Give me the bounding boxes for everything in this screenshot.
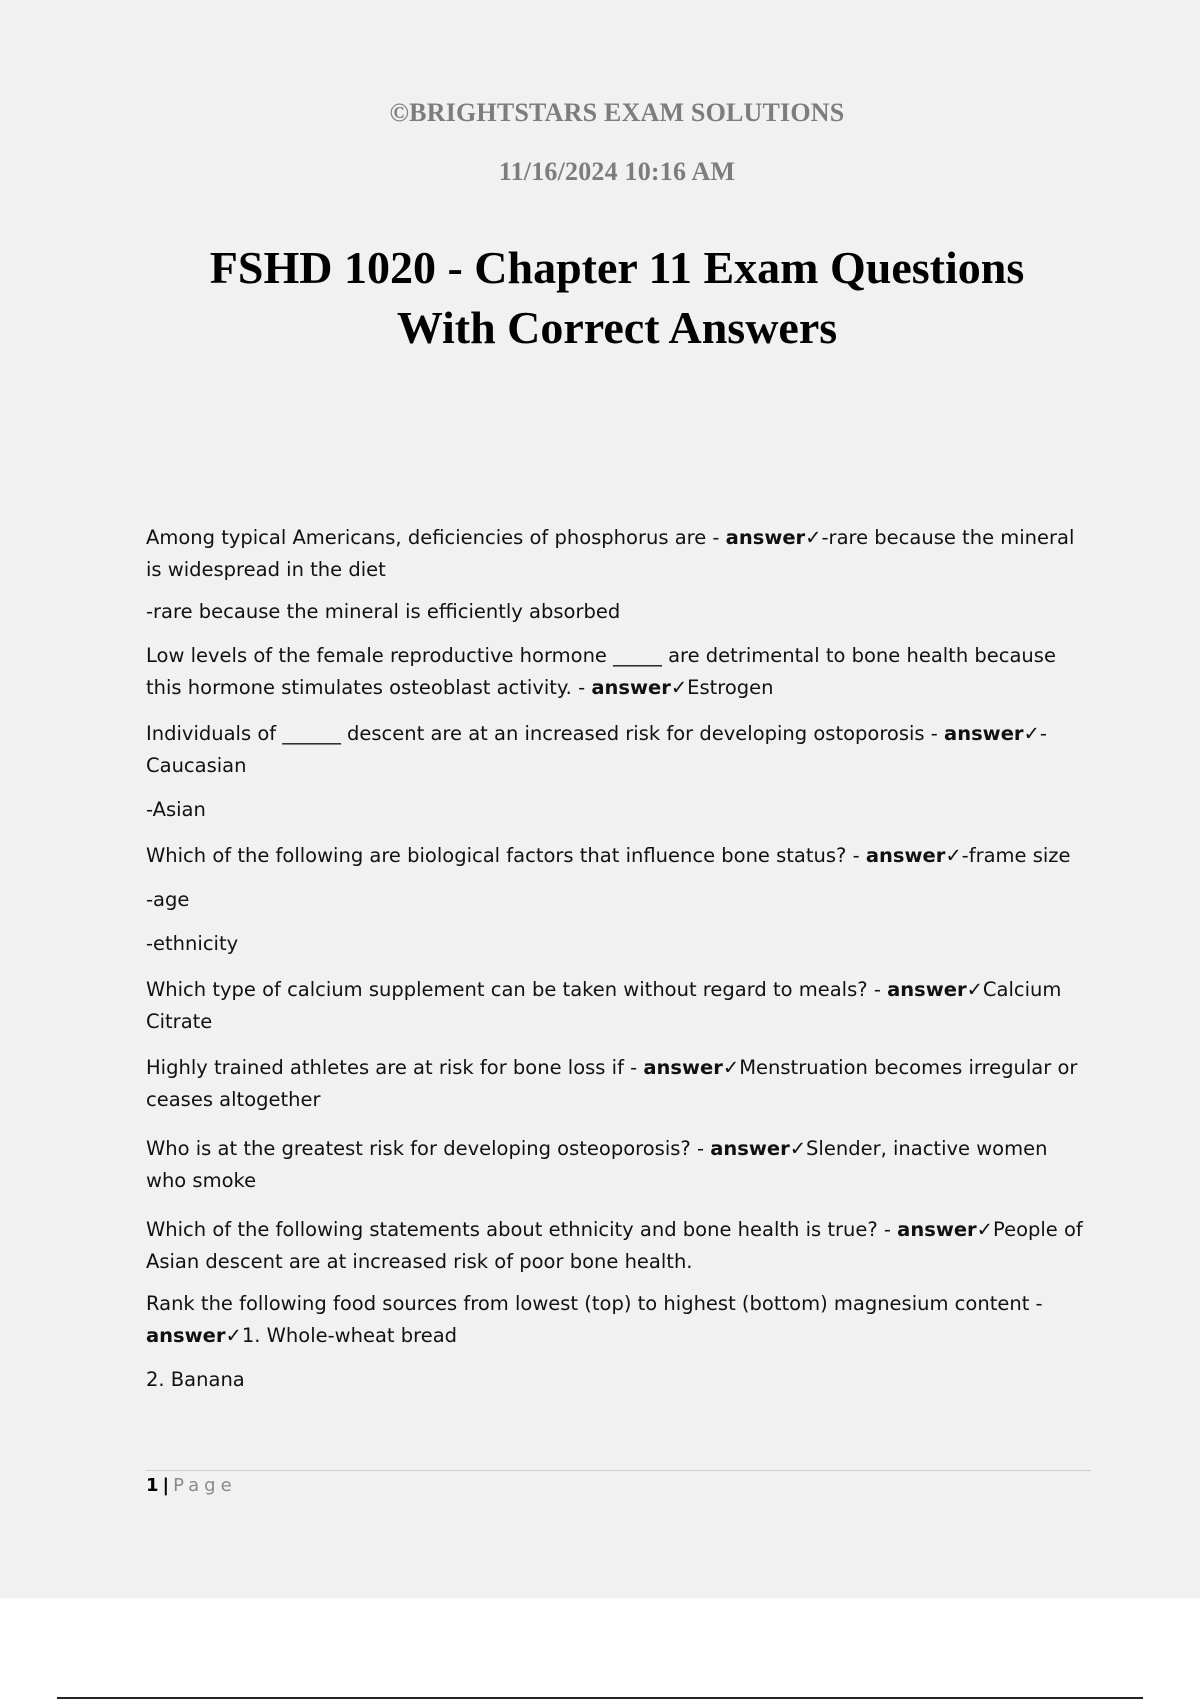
qa-text: -age xyxy=(146,888,190,911)
qa-answer: Estrogen xyxy=(687,676,774,699)
title-line-2: With Correct Answers xyxy=(396,302,838,353)
qa-text: Rank the following food sources from lowest (top) to highest (bottom) magnesium content - xyxy=(146,1292,1043,1315)
qa-text: Among typical Americans, deficiencies of phosphorus are - xyxy=(146,526,726,549)
watermark-datetime: 11/16/2024 10:16 AM xyxy=(498,157,736,186)
answer-check-label: answer✓ xyxy=(897,1218,994,1241)
bottom-divider xyxy=(57,1697,1143,1699)
qa-paragraph xyxy=(146,928,1091,960)
qa-text: Which of the following are biological factors that influence bone status? - xyxy=(146,844,866,867)
qa-answer: -rare because the mineral is widespread in the diet xyxy=(146,526,1075,581)
qa-text: Highly trained athletes are at risk for bone loss if - xyxy=(146,1056,644,1079)
qa-paragraph xyxy=(146,840,1091,872)
qa-text: 2. Banana xyxy=(146,1368,245,1391)
qa-answer: People of Asian descent are at increased risk of poor bone health. xyxy=(146,1218,1083,1273)
qa-text: Low levels of the female reproductive hormone _____ are detrimental to bone health because this hormone stimulates osteoblast activity. - xyxy=(146,644,1056,699)
document-title xyxy=(150,238,1084,358)
watermark-company: ©BRIGHTSTARS EXAM SOLUTIONS xyxy=(389,98,845,127)
answer-check-label: answer✓ xyxy=(725,526,822,549)
qa-paragraph xyxy=(146,884,1091,916)
page-number: 1 xyxy=(146,1475,159,1496)
qa-paragraph xyxy=(146,718,1091,782)
answer-check-label: answer✓ xyxy=(643,1056,740,1079)
qa-paragraph xyxy=(146,1052,1091,1116)
answer-check-label: answer✓ xyxy=(591,676,688,699)
page-footer xyxy=(146,1474,237,1498)
answer-check-label: answer✓ xyxy=(887,978,983,1001)
qa-paragraph xyxy=(146,522,1091,586)
qa-answer: Slender, inactive women who smoke xyxy=(146,1137,1048,1192)
qa-paragraph xyxy=(146,794,1091,826)
qa-paragraph xyxy=(146,640,1091,704)
page-label: Page xyxy=(173,1475,237,1496)
qa-paragraph xyxy=(146,1214,1091,1278)
answer-check-label: answer✓ xyxy=(865,844,962,867)
qa-answer: 1. Whole-wheat bread xyxy=(241,1324,458,1347)
qa-paragraph xyxy=(146,974,1091,1038)
qa-text: Which type of calcium supplement can be taken without regard to meals? - xyxy=(146,978,888,1001)
qa-answer: Menstruation becomes irregular or ceases altogether xyxy=(146,1056,1078,1111)
footer-separator: | xyxy=(162,1475,170,1496)
qa-text: Which of the following statements about ethnicity and bone health is true? - xyxy=(146,1218,898,1241)
qa-paragraph xyxy=(146,1288,1091,1352)
qa-text: -Asian xyxy=(146,798,206,821)
qa-answer: -Caucasian xyxy=(146,722,1047,777)
qa-text: -ethnicity xyxy=(146,932,239,955)
qa-content xyxy=(146,510,1091,1396)
answer-check-label: answer✓ xyxy=(944,722,1040,745)
qa-text: Who is at the greatest risk for developing osteoporosis? - xyxy=(146,1137,711,1160)
footer-divider xyxy=(146,1470,1091,1471)
qa-answer: Calcium Citrate xyxy=(146,978,1062,1033)
qa-paragraph xyxy=(146,596,1091,628)
qa-answer: -frame size xyxy=(961,844,1071,867)
answer-check-label: answer✓ xyxy=(146,1324,242,1347)
answer-check-label: answer✓ xyxy=(710,1137,807,1160)
title-line-1: FSHD 1020 - Chapter 11 Exam Questions xyxy=(209,242,1025,293)
qa-paragraph xyxy=(146,1364,1091,1396)
qa-paragraph xyxy=(146,1133,1091,1197)
qa-text: Individuals of ______ descent are at an increased risk for developing ostoporosis - xyxy=(146,722,945,745)
qa-text: -rare because the mineral is efficiently absorbed xyxy=(146,600,621,623)
